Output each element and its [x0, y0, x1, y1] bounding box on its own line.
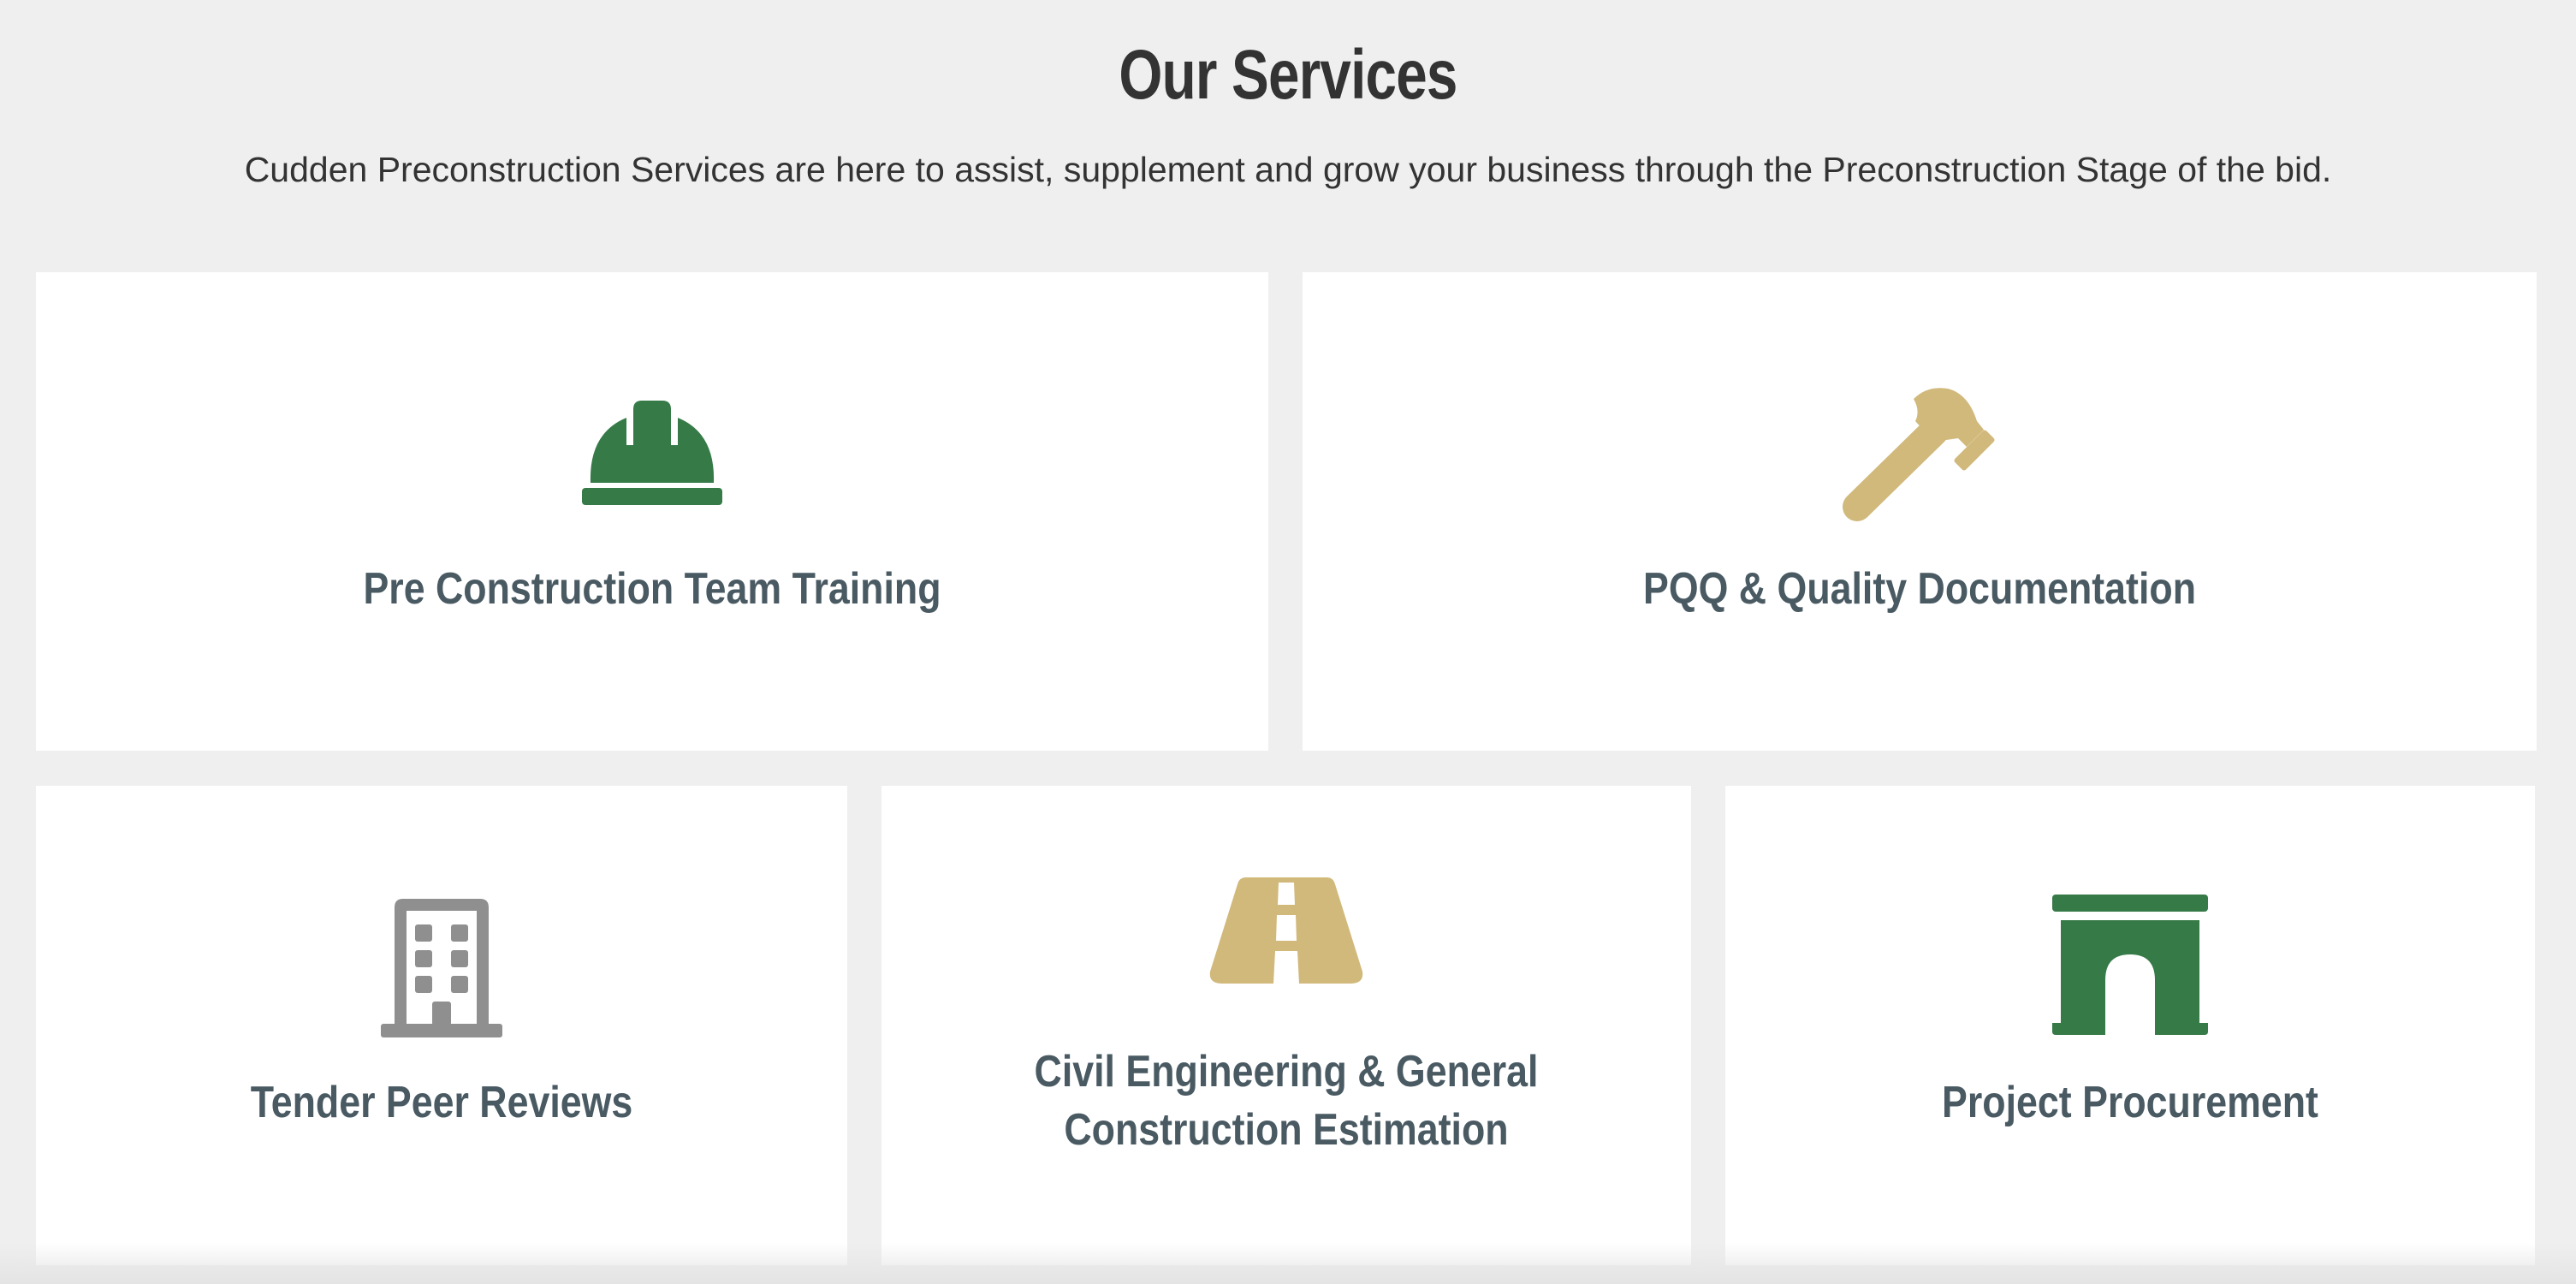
- hammer-icon: [1838, 385, 2001, 526]
- page-title: Our Services: [1119, 36, 1457, 114]
- page-subtitle: Cudden Preconstruction Services are here to assist, supplement and grow your business through the Preconstruction Stage of the bid.: [244, 150, 2332, 189]
- service-title: PQQ & Quality Documentation: [1642, 564, 2197, 614]
- service-card-tender-peer-reviews[interactable]: [36, 786, 847, 1265]
- service-title: Civil Engineering & General Construction Estimation: [1034, 1047, 1539, 1155]
- archway-icon: [2052, 895, 2208, 1035]
- service-card-project-procurement[interactable]: [1725, 786, 2535, 1265]
- building-icon: [381, 899, 502, 1037]
- service-title: Tender Peer Reviews: [250, 1078, 633, 1127]
- service-title: Project Procurement: [1942, 1078, 2318, 1127]
- road-icon: [1208, 877, 1364, 984]
- hard-hat-icon: [582, 401, 722, 507]
- service-card-pqq-documentation[interactable]: [1303, 272, 2537, 751]
- service-card-civil-engineering[interactable]: [881, 786, 1691, 1265]
- service-title: Pre Construction Team Training: [363, 564, 941, 614]
- service-card-team-training[interactable]: [36, 272, 1268, 751]
